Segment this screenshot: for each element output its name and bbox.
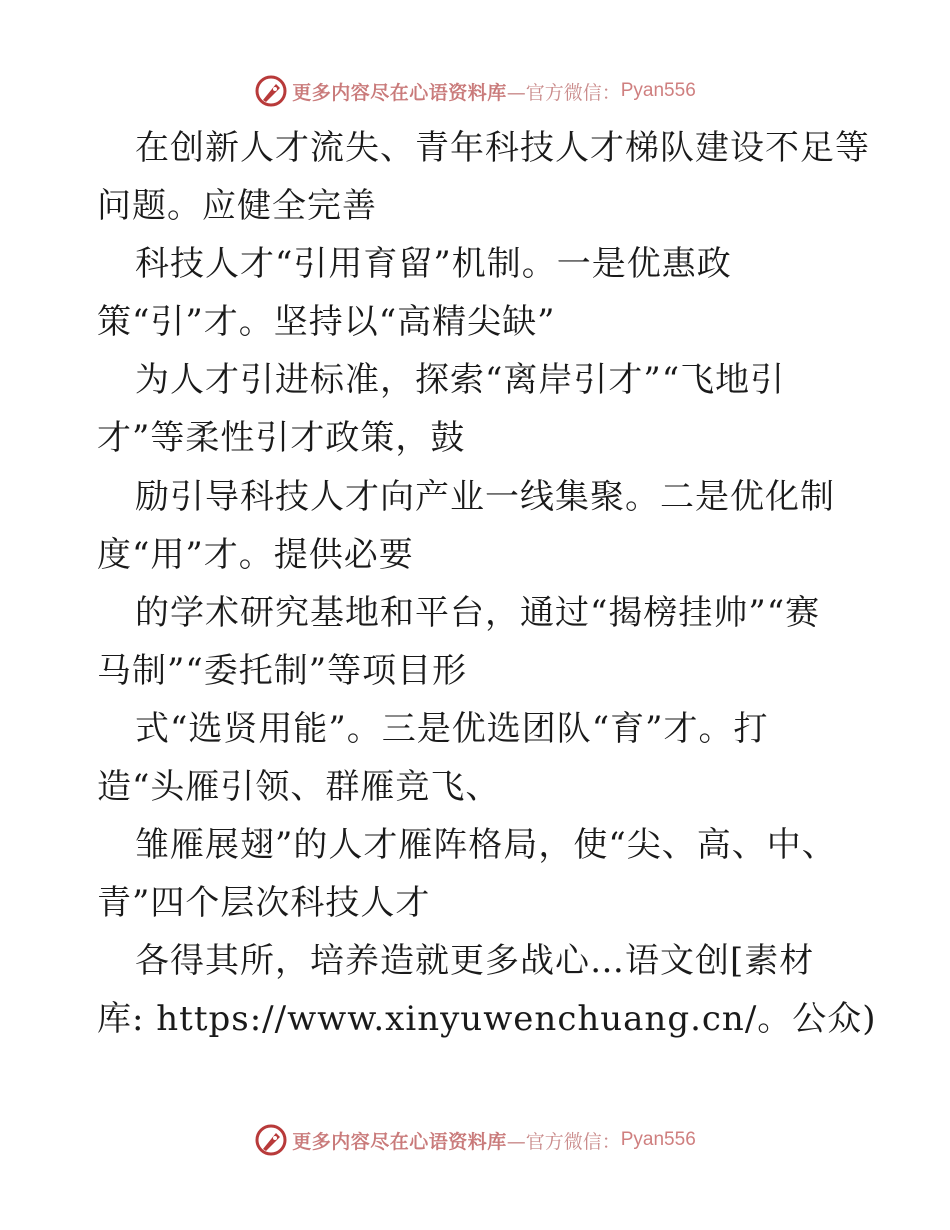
text-line: 各得其所，培养造就更多战心…语文创[素材 bbox=[135, 941, 815, 982]
text-line: 为人才引进标准，探索“离岸引才”“飞地引 bbox=[135, 360, 786, 401]
pen-nib-logo-icon bbox=[254, 74, 288, 108]
text-line: 雏雁展翅”的人才雁阵格局，使“尖、高、中、 bbox=[135, 825, 837, 866]
text-line: 的学术研究基地和平台，通过“揭榜挂帅”“赛 bbox=[135, 592, 821, 633]
banner-brand-text: 更多内容尽在心语资料库 bbox=[292, 81, 507, 104]
text-line: 策“引”才。坚持以“高精尖缺” bbox=[97, 302, 556, 343]
text-line: 问题。应健全完善 bbox=[97, 186, 377, 227]
document-body bbox=[97, 119, 877, 1049]
header-banner bbox=[0, 71, 950, 111]
pen-nib-logo-icon bbox=[254, 1123, 288, 1157]
text-line: 青”四个层次科技人才 bbox=[97, 883, 431, 924]
footer-banner bbox=[0, 1120, 950, 1160]
text-line: 马制”“委托制”等项目形 bbox=[97, 650, 468, 691]
text-line: 励引导科技人才向产业一线集聚。二是优化制 bbox=[135, 476, 835, 517]
banner-wechat-handle: Pyan556 bbox=[620, 80, 696, 101]
text-line: 才”等柔性引才政策，鼓 bbox=[97, 418, 466, 459]
text-line: 科技人才“引用育留”机制。一是优惠政 bbox=[135, 244, 732, 285]
text-line: 度“用”才。提供必要 bbox=[97, 534, 414, 575]
text-line: 造“头雁引领、群雁竞飞、 bbox=[97, 767, 501, 808]
text-line: 式“选贤用能”。三是优选团队“育”才。打 bbox=[135, 708, 769, 749]
banner-separator: —官方微信： bbox=[506, 81, 621, 104]
banner-wechat-handle: Pyan556 bbox=[620, 1129, 696, 1150]
text-line: 库: https://www.xinyuwenchuang.cn/。公众) bbox=[97, 999, 877, 1040]
banner-separator: —官方微信： bbox=[506, 1130, 621, 1153]
banner-brand-text: 更多内容尽在心语资料库 bbox=[292, 1130, 507, 1153]
text-line: 在创新人才流失、青年科技人才梯队建设不足等 bbox=[135, 128, 870, 168]
